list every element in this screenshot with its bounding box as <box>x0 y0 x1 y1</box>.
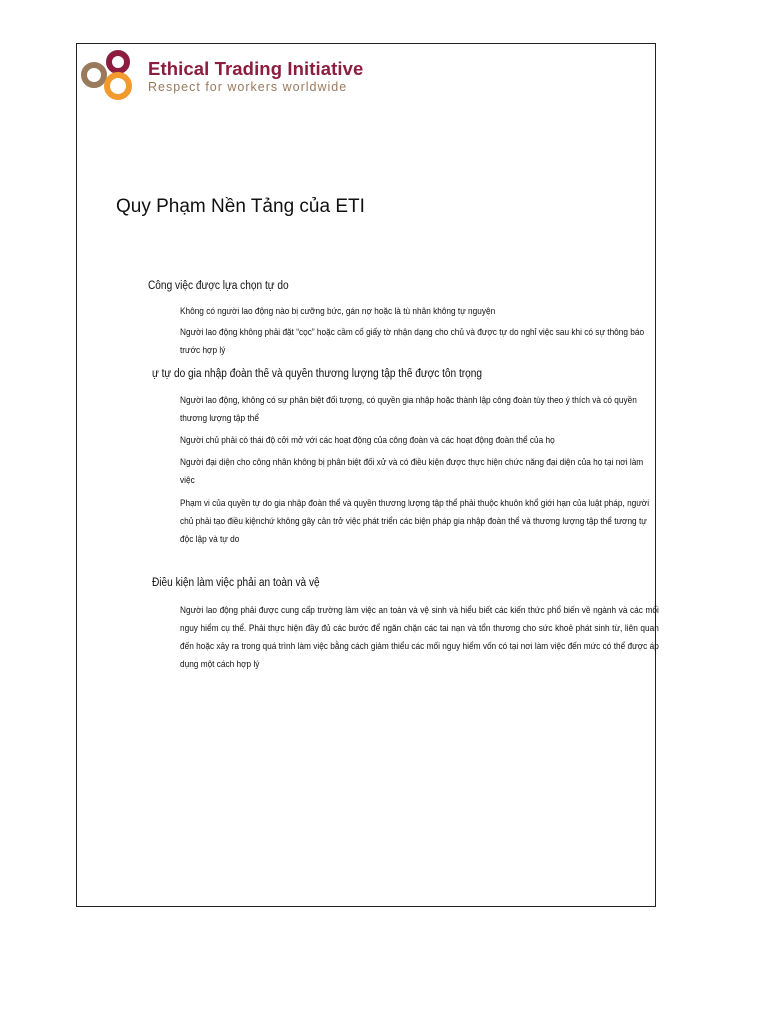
section-paragraph: Không có người lao động nào bị cưỡng bức, gán nợ hoặc là tù nhân không tự nguyện <box>180 306 496 316</box>
section-paragraph: Người lao động phải được cung cấp trường làm việc an toàn và vệ sinh và hiểu biết các kiến thức phổ biến về ngành và các mối nguy hiểm cụ thể. Phải thực hiện đầy đủ các bước để ngăn chặn các tai nạn và tổn thương cho sức khoẻ phát sinh từ, liên quan đến hoặc xảy ra trong quá trình làm việc bằng cách giảm thiểu các mối nguy hiểm vốn có tại nơi làm việc đến mức có thể được áp dụng một cách hợp lý <box>180 605 659 669</box>
eti-logo-mark-icon <box>80 49 136 105</box>
section-paragraph: Người chủ phải có thái độ cởi mở với các hoạt động của công đoàn và các hoạt động đoàn thể của họ <box>180 435 555 445</box>
section-heading-safe-working-conditions: Điều kiện làm việc phải an toàn và vệ <box>152 577 320 589</box>
brand-tagline: Respect for workers worldwide <box>148 80 348 94</box>
eti-logo <box>80 49 380 105</box>
section-paragraph: Người đại diện cho công nhân không bị phân biệt đối xử và có điều kiện được thực hiện chức năng đại diện của họ tại nơi làm việc <box>180 457 644 485</box>
section-paragraph: Người lao động, không có sự phân biệt đối tượng, có quyền gia nhập hoặc thành lập công đoàn tùy theo ý thích và có quyền thương lượng tập thể <box>180 395 637 423</box>
section-paragraph: Người lao động không phải đặt “cọc” hoặc cầm cố giấy tờ nhận dạng cho chủ và được tự do nghỉ việc sau khi có sự thông báo trước hợp lý <box>180 327 645 355</box>
section-heading-freedom-of-association: ự tự do gia nhập đoàn thể và quyền thương lượng tập thể được tôn trọng <box>152 368 483 380</box>
brand-name: Ethical Trading Initiative <box>148 58 364 79</box>
section-paragraph: Phạm vi của quyền tự do gia nhập đoàn thể và quyền thương lượng tập thể phải thuộc khuôn khổ giới hạn của luật pháp, người chủ phải tạo điều kiệnchứ không gây cản trở việc phát triển các biện pháp gia nhập đoàn thể và thương lượng tập thể tương tự độc lập và tự do <box>180 498 650 544</box>
section-heading-free-employment: Công việc được lựa chọn tự do <box>148 280 289 292</box>
document-title: Quy Phạm Nền Tảng của ETI <box>116 196 365 217</box>
